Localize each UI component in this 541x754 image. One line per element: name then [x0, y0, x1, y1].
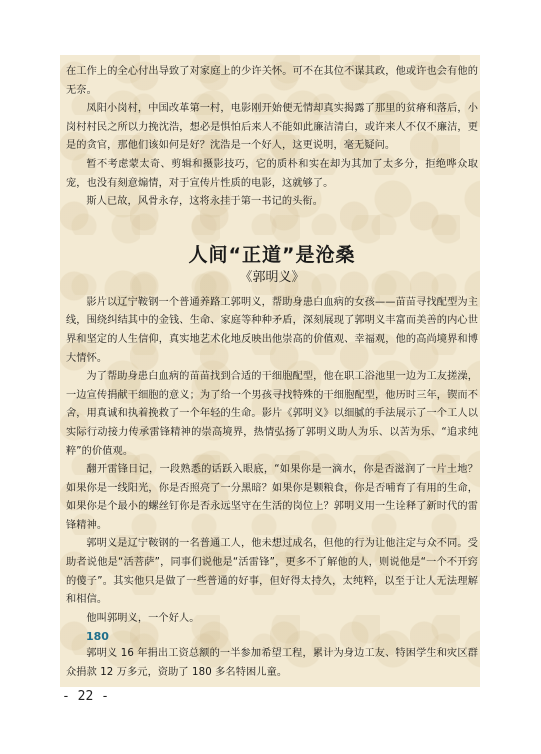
section-gap — [66, 212, 478, 242]
intro-paragraph: 在工作上的全心付出导致了对家庭上的少许关怀。可不在其位不谋其政，他或许也会有他的无奈。 — [66, 66, 478, 96]
intro-paragraph: 斯人已故，风骨永存，这将永挂于第一书记的头衔。 — [86, 196, 324, 208]
article-paragraph: 郭明义 16 年捐出工资总额的一半参加希望工程，累计为身边工友、特困学生和灾区群众捐款 12 万多元，资助了 180 多名特困儿童。 — [66, 648, 478, 679]
article-paragraph: 影片以辽宁鞍钢一个普通养路工郭明义，帮助身患白血病的女孩——苗苗寻找配型为主线，围绕纠结其中的金钱、生命、家庭等种种矛盾，深刻展现了郭明义丰富而美善的内心世界和坚定的人生信仰，真实地艺术化地反映出他崇高的价值观、幸福观，他的高尚境界和博大情怀。 — [66, 296, 478, 364]
document-body — [66, 63, 478, 683]
intro-paragraph: 暂不考虑蒙太奇、剪辑和摄影技巧，它的质朴和实在却为其加了太多分，拒绝哗众取宠，也没有刻意煽情，对于宣传片性质的电影，这就够了。 — [66, 158, 478, 189]
article-subtitle: 《郭明义》 — [239, 269, 305, 285]
article-paragraph: 为了帮助身患白血病的苗苗找到合适的干细胞配型，他在职工浴池里一边为工友搓澡，一边宣传捐献干细胞的意义；为了给一个男孩寻找特殊的干细胞配型，他历时三年，锲而不舍，用真诚和执着挽救了一个年轻的生命。影片《郭明义》以细腻的手法展示了一个工人以实际行动接力传承雷锋精神的崇高境界，热情弘扬了郭明义助人为乐、以苦为乐、“追求纯粹”的价值观。 — [66, 371, 478, 457]
page-footer-number: - 22 - — [62, 689, 109, 704]
article-title: 人间“正道”是沧桑 — [188, 243, 356, 266]
page-number-label: 180 — [86, 630, 109, 644]
article-paragraph: 他叫郭明义，一个好人。 — [86, 612, 200, 624]
intro-paragraph: 凤阳小岗村，中国改革第一村，电影刚开始便无情却真实揭露了那里的贫瘠和落后，小岗村村民之所以力挽沈浩，想必是惧怕后来人不能如此廉洁清白，或许来人不仅不廉洁，更是的贪官，那他们该如何是好？沈浩是一个好人，这更说明，毫无疑问。 — [66, 103, 478, 152]
article-paragraph: 郭明义是辽宁鞍钢的一名普通工人，他未想过成名，但他的行为让他注定与众不同。受助者说他是“活菩萨”，同事们说他是“活雷锋”，更多不了解他的人，则说他是“一个不开窍的傻子”。其实他只是做了一些普通的好事，但好得太持久，太纯粹，以至于让人无法理解和相信。 — [66, 538, 478, 606]
article-paragraph: 翻开雷锋日记，一段熟悉的话跃入眼底，“如果你是一滴水，你是否滋润了一片土地？如果你是一线阳光，你是否照亮了一分黑暗？如果你是颗粮食，你是否哺育了有用的生命，如果你是个最小的螺丝钉你是否永远坚守在生活的岗位上？郭明义用一生诠释了新时代的雷锋精神。 — [66, 464, 478, 531]
